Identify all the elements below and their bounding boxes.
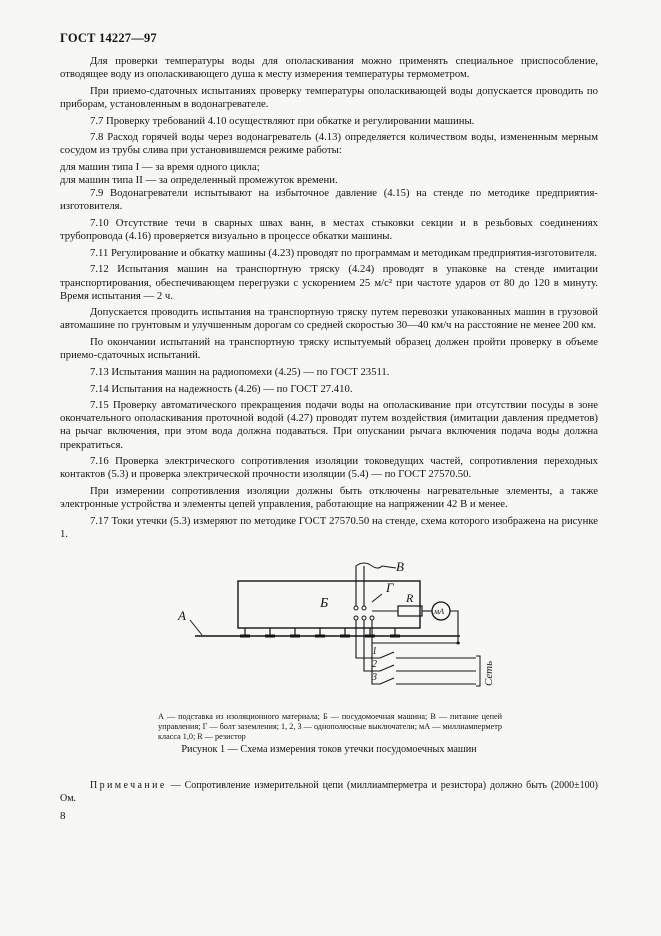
label-network: Сеть	[483, 660, 495, 686]
label-sw2: 2	[372, 659, 377, 670]
figure-legend: А — подставка из изоляционного материала; Б — посудомоечная машина; В — питание цепей управления; Г — болт заземления; 1, 2, 3 — однополюсные выключатели; мА — миллиамперметр класса 1,0; R — резистор	[158, 712, 502, 742]
body-text	[60, 55, 598, 545]
paragraph: для машин типа I — за время одного цикла;	[60, 161, 260, 174]
paragraph: При измерении сопротивления изоляции должны быть отключены нагревательные элементы, а также электронные устройства и элементы цепей управления, работающие на напряжении 42 В и менее.	[60, 485, 598, 511]
label-a: А	[178, 608, 186, 623]
label-b-machine: Б	[320, 596, 329, 611]
machine-feet	[240, 628, 400, 636]
note-text: — Сопротивление измерительной цепи (миллиамперметра и резистора) должно быть (2000±100) Ом.	[60, 780, 598, 804]
resistor-r	[398, 606, 422, 616]
label-v: В	[396, 559, 404, 574]
paragraph: Допускается проводить испытания на транспортную тряску путем перевозки упакованных машин в грузовой автомашине по грунтовым и улучшенным дорогам со средней скоростью 30—40 км/ч на расстояние не менее 200 км.	[60, 306, 598, 332]
label-r: R	[406, 591, 414, 605]
document-header: ГОСТ 14227—97	[60, 31, 157, 45]
page-number: 8	[60, 810, 66, 822]
paragraph: 7.11 Регулирование и обкатку машины (4.23) проводят по программам и методикам предприятия-изготовителя.	[90, 246, 597, 259]
label-sw3: 3	[372, 672, 377, 683]
paragraph: 7.17 Токи утечки (5.3) измеряют по методике ГОСТ 27570.50 на стенде, схема которого изображена на рисунке 1.	[60, 514, 598, 540]
note-label: Примечание	[90, 780, 167, 791]
paragraph: 7.9 Водонагреватели испытывают на избыточное давление (4.15) на стенде по методике предприятия-изготовителя.	[60, 187, 598, 213]
label-g: Г	[386, 580, 394, 595]
paragraph: 7.12 Испытания машин на транспортную тряску (4.24) проводят в упаковке на стенде имитации транспортирования, обеспечивающем перегрузки с ускорением 25 м/с² при частоте ударов от 80 до 120 в минуту. Время испытания — 2 ч.	[60, 263, 598, 302]
paragraph: для машин типа II — за определенный промежуток времени.	[60, 174, 338, 187]
terminals	[354, 606, 374, 620]
paragraph: 7.13 Испытания машин на радиопомехи (4.25) — по ГОСТ 23511.	[90, 365, 390, 378]
circuit-diagram	[160, 556, 500, 706]
figure-caption: Рисунок 1 — Схема измерения токов утечки посудомоечных машин	[181, 744, 477, 755]
label-ma: мА	[434, 607, 444, 616]
paragraph: 7.8 Расход горячей воды через водонагреватель (4.13) определяется количеством воды, измененным мерным сосудом из трубы слива при установившемся режиме работы:	[60, 131, 598, 157]
paragraph: 7.10 Отсутствие течи в сварных швах ванн, в местах стыковки секции и в резьбовых соединениях трубопровода (4.16) проверяется визуально в процессе обкатки машины.	[60, 217, 598, 243]
paragraph: 7.16 Проверка электрического сопротивления изоляции токоведущих частей, сопротивления переходных контактов (5.3) и проверка электрической прочности изоляции (5.4) — по ГОСТ 27570.50.	[60, 455, 598, 481]
paragraph: 7.15 Проверку автоматического прекращения подачи воды на ополаскивание при отсутствии посуды в зоне окончательного ополаскивания проточной водой (4.27) проводят путем воздействия (имитации давления предметов) на рычаг включения, при этом вода должна подаваться. При опускании рычага включения подача воды должна прекратиться.	[60, 399, 598, 451]
label-sw1: 1	[372, 646, 377, 657]
paragraph: Для проверки температуры воды для ополаскивания можно применять специальное приспособление, отводящее воду из ополаскивающего душа к месту измерения температуры термометром.	[60, 55, 598, 81]
paragraph: По окончании испытаний на транспортную тряску испытуемый образец должен пройти проверку в объеме приемо-сдаточных испытаний.	[60, 336, 598, 362]
paragraph: 7.14 Испытания на надежность (4.26) — по ГОСТ 27.410.	[90, 382, 353, 395]
switches	[380, 652, 476, 684]
paragraph: 7.7 Проверку требований 4.10 осуществляют при обкатке и регулировании машины.	[90, 114, 475, 127]
figure-leakage-current-diagram	[160, 556, 500, 706]
paragraph: При приемо-сдаточных испытаниях проверку температуры ополаскивающей воды допускается проводить по приборам, установленным в водонагревателе.	[60, 84, 598, 110]
note	[60, 780, 598, 805]
